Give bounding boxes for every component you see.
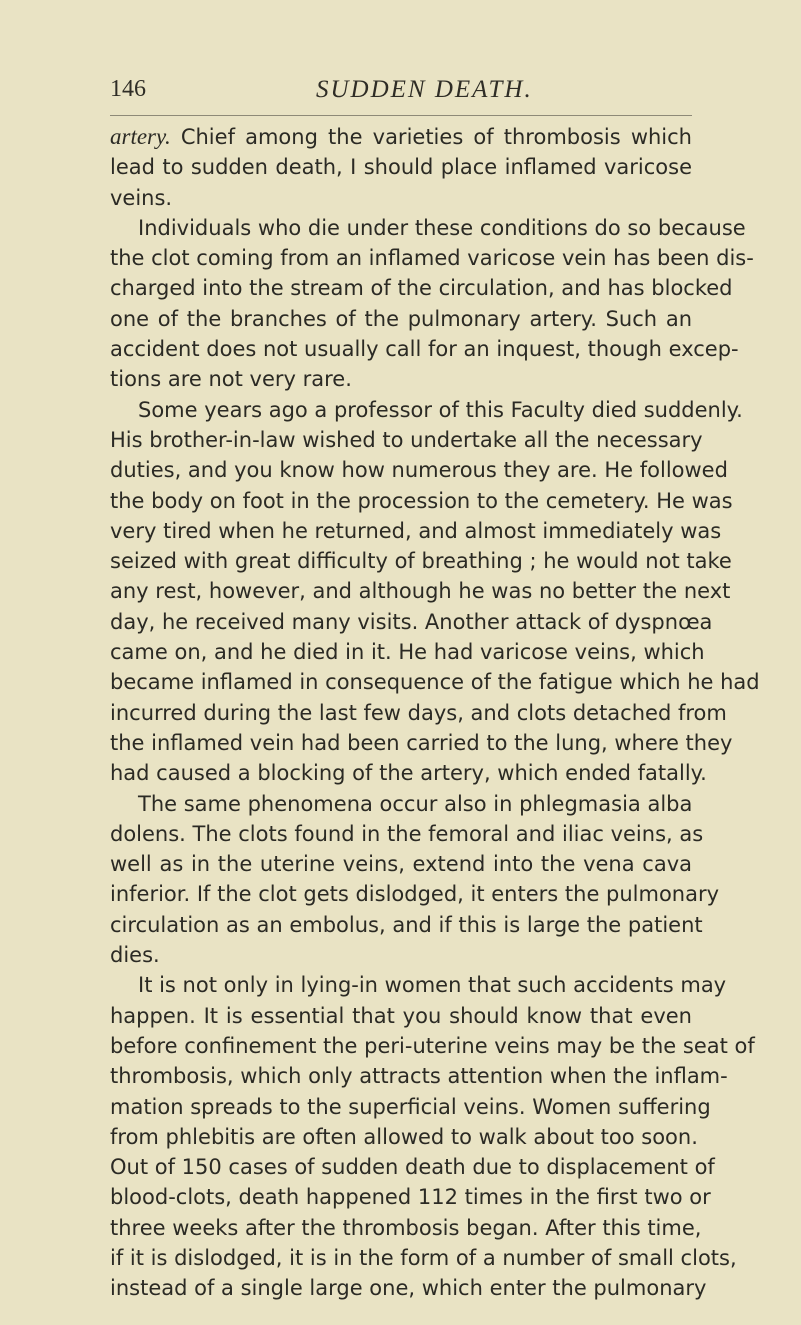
line-text: tions are not very rare. bbox=[110, 367, 352, 392]
text-line bbox=[110, 304, 692, 334]
line-text: very tired when he returned, and almost immediately was bbox=[110, 518, 722, 543]
line-text: inferior. If the clot gets dislodged, it enters the pulmonary bbox=[110, 882, 720, 907]
line-text: charged into the stream of the circulation, and has blocked bbox=[110, 276, 733, 301]
text-line bbox=[110, 364, 692, 394]
running-head: SUDDEN DEATH. bbox=[316, 76, 533, 103]
text-line bbox=[110, 243, 754, 273]
text-line bbox=[110, 273, 733, 303]
text-line bbox=[110, 1122, 698, 1152]
line-text: had caused a blocking of the artery, which ended fatally. bbox=[110, 761, 707, 786]
text-line bbox=[110, 546, 732, 576]
text-line bbox=[110, 122, 692, 152]
text-line bbox=[110, 1213, 702, 1243]
text-line bbox=[110, 1001, 692, 1031]
line-text: three weeks after the thrombosis began. After this time, bbox=[110, 1215, 702, 1240]
text-line bbox=[110, 698, 727, 728]
text-line bbox=[110, 486, 733, 516]
line-text: dies. bbox=[110, 943, 160, 968]
line-text: well as in the uterine veins, extend into the vena cava bbox=[110, 852, 692, 877]
text-line bbox=[110, 455, 728, 485]
page-header bbox=[0, 76, 801, 116]
line-text: It is not only in lying-in women that such accidents may bbox=[138, 973, 727, 998]
page-number: 146 bbox=[110, 76, 146, 102]
line-text: instead of a single large one, which enter the pulmonary bbox=[110, 1276, 707, 1301]
text-line bbox=[110, 758, 707, 788]
line-text: Out of 150 cases of sudden death due to displacement of bbox=[110, 1155, 715, 1180]
line-text: Some years ago a professor of this Faculty died suddenly. bbox=[138, 397, 743, 422]
line-text: Chief among the varieties of thrombosis which bbox=[170, 125, 692, 149]
text-line bbox=[110, 1273, 707, 1303]
text-line bbox=[110, 667, 760, 697]
text-line bbox=[110, 728, 733, 758]
line-text: any rest, however, and although he was no better the next bbox=[110, 579, 731, 604]
text-line bbox=[110, 425, 703, 455]
line-text: seized with great difficulty of breathing ; he would not take bbox=[110, 549, 732, 574]
line-text: before confinement the peri-uterine veins may be the seat of bbox=[110, 1033, 755, 1058]
text-line bbox=[110, 849, 692, 879]
line-text: dolens. The clots found in the femoral and iliac veins, as bbox=[110, 821, 704, 846]
line-text: happen. It is essential that you should know that even bbox=[110, 1003, 692, 1028]
line-text: the body on foot in the procession to the cemetery. He was bbox=[110, 488, 733, 513]
text-line bbox=[110, 819, 704, 849]
line-text: The same phenomena occur also in phlegmasia alba bbox=[138, 791, 693, 816]
text-line bbox=[110, 1152, 715, 1182]
line-text: came on, and he died in it. He had varicose veins, which bbox=[110, 640, 705, 665]
line-text: thrombosis, which only attracts attention when the inflam- bbox=[110, 1064, 728, 1089]
italic-word: artery. bbox=[110, 124, 171, 149]
text-line bbox=[110, 1182, 711, 1212]
text-line bbox=[110, 1061, 728, 1091]
text-line bbox=[110, 152, 692, 182]
line-text: veins. bbox=[110, 185, 173, 210]
line-text: His brother-in-law wished to undertake all the necessary bbox=[110, 427, 703, 452]
line-text: circulation as an embolus, and if this is large the patient bbox=[110, 912, 703, 937]
text-line bbox=[110, 516, 722, 546]
line-text: if it is dislodged, it is in the form of a number of small clots, bbox=[110, 1245, 737, 1270]
line-text: day, he received many visits. Another attack of dyspnœa bbox=[110, 609, 713, 634]
line-text: the inflamed vein had been carried to the lung, where they bbox=[110, 730, 733, 755]
line-text: accident does not usually call for an inquest, though excep- bbox=[110, 337, 739, 362]
text-line bbox=[110, 395, 743, 425]
line-text: lead to sudden death, I should place inflamed varicose bbox=[110, 155, 692, 180]
text-line bbox=[110, 213, 746, 243]
line-text: duties, and you know how numerous they are. He followed bbox=[110, 458, 728, 483]
text-line bbox=[110, 970, 727, 1000]
text-line bbox=[110, 940, 692, 970]
body-text bbox=[110, 122, 760, 1304]
line-text: incurred during the last few days, and clots detached from bbox=[110, 700, 727, 725]
text-line bbox=[110, 183, 692, 213]
text-line bbox=[110, 576, 731, 606]
line-text: from phlebitis are often allowed to walk about too soon. bbox=[110, 1124, 698, 1149]
line-text: the clot coming from an inflamed varicose vein has been dis- bbox=[110, 246, 754, 271]
text-line bbox=[110, 637, 705, 667]
line-text: Individuals who die under these conditions do so because bbox=[138, 215, 746, 240]
line-text: blood-clots, death happened 112 times in the first two or bbox=[110, 1185, 711, 1210]
header-rule bbox=[110, 115, 692, 116]
text-line bbox=[110, 789, 692, 819]
text-line bbox=[110, 910, 703, 940]
text-line bbox=[110, 607, 713, 637]
text-line bbox=[110, 334, 739, 364]
text-line bbox=[110, 879, 720, 909]
line-text: one of the branches of the pulmonary artery. Such an bbox=[110, 306, 692, 331]
text-line bbox=[110, 1243, 737, 1273]
text-line bbox=[110, 1092, 711, 1122]
line-text: became inflamed in consequence of the fatigue which he had bbox=[110, 670, 760, 695]
text-line bbox=[110, 1031, 755, 1061]
line-text: mation spreads to the superficial veins. Women suffering bbox=[110, 1094, 711, 1119]
